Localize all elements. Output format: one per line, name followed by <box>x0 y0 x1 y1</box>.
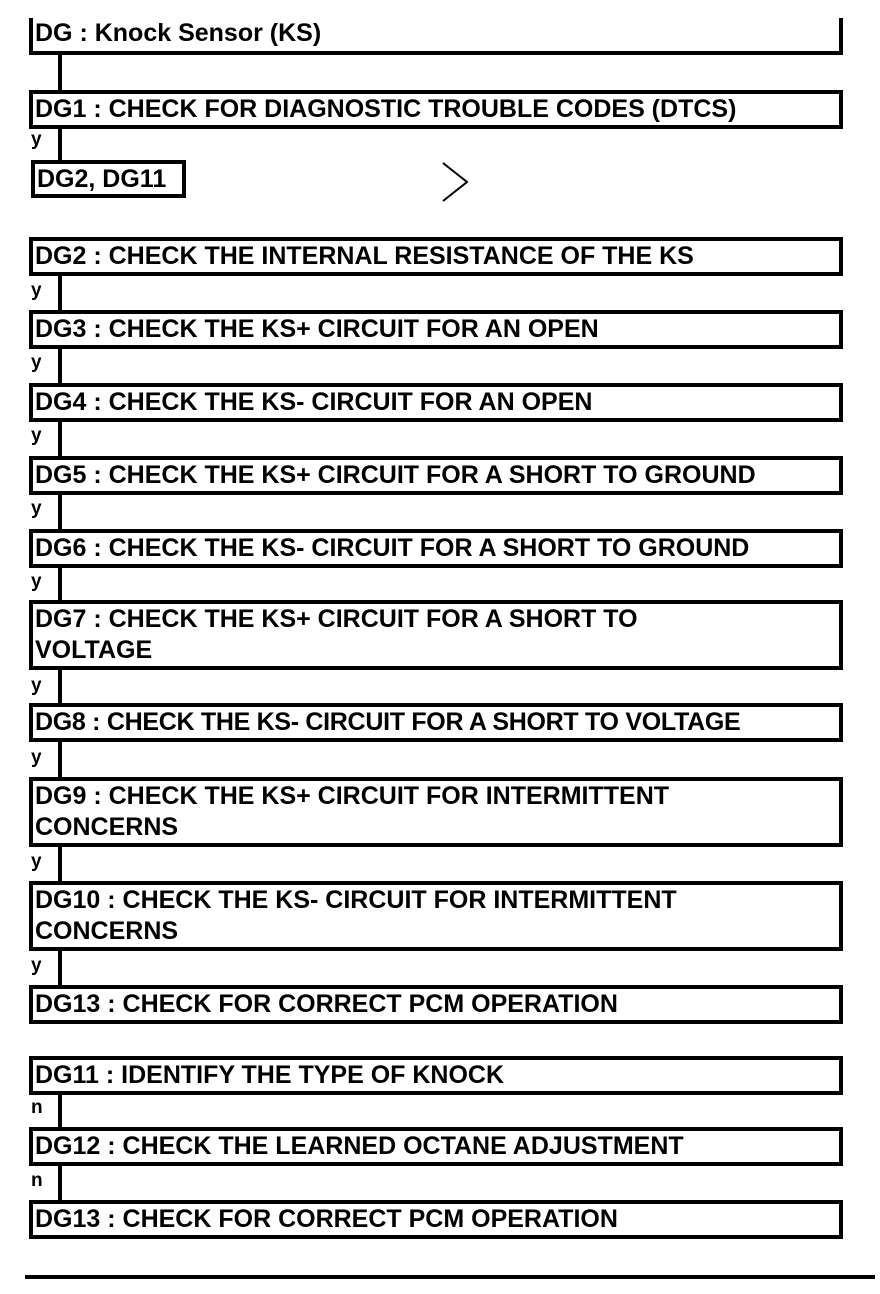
step-dg13: DG13 : CHECK FOR CORRECT PCM OPERATION <box>29 985 843 1024</box>
connector <box>58 847 62 882</box>
yes-label: y <box>31 571 42 592</box>
step-dg3: DG3 : CHECK THE KS+ CIRCUIT FOR AN OPEN <box>29 310 843 349</box>
connector <box>58 349 62 383</box>
yes-label: y <box>31 955 42 976</box>
yes-label: y <box>31 129 42 150</box>
yes-label: y <box>31 675 42 696</box>
step-dg1: DG1 : CHECK FOR DIAGNOSTIC TROUBLE CODES (DTCS) <box>29 90 843 129</box>
step-dg13: DG13 : CHECK FOR CORRECT PCM OPERATION <box>29 1200 843 1239</box>
diagram-title: DG : Knock Sensor (KS) <box>29 18 843 55</box>
connector <box>58 1166 62 1201</box>
step-dg12: DG12 : CHECK THE LEARNED OCTANE ADJUSTMENT <box>29 1127 843 1166</box>
step-dg9: DG9 : CHECK THE KS+ CIRCUIT FOR INTERMITTENT CONCERNS <box>29 777 843 847</box>
connector <box>58 55 62 90</box>
yes-label: y <box>31 747 42 768</box>
yes-label: y <box>31 425 42 446</box>
connector <box>58 670 62 704</box>
connector <box>58 495 62 529</box>
step-dg10: DG10 : CHECK THE KS- CIRCUIT FOR INTERMITTENT CONCERNS <box>29 881 843 951</box>
step-dg1-next: DG2, DG11 <box>31 160 186 198</box>
step-dg4: DG4 : CHECK THE KS- CIRCUIT FOR AN OPEN <box>29 383 843 422</box>
step-dg5: DG5 : CHECK THE KS+ CIRCUIT FOR A SHORT TO GROUND <box>29 456 843 495</box>
connector <box>58 129 62 161</box>
divider <box>25 1275 875 1279</box>
yes-label: y <box>31 352 42 373</box>
step-dg6: DG6 : CHECK THE KS- CIRCUIT FOR A SHORT TO GROUND <box>29 529 843 568</box>
no-label: n <box>31 1097 43 1118</box>
step-dg2: DG2 : CHECK THE INTERNAL RESISTANCE OF THE KS <box>29 237 843 276</box>
no-label: n <box>31 1170 43 1191</box>
step-dg11: DG11 : IDENTIFY THE TYPE OF KNOCK <box>29 1056 843 1095</box>
connector <box>58 742 62 778</box>
yes-label: y <box>31 280 42 301</box>
connector <box>58 951 62 986</box>
connector <box>58 422 62 456</box>
connector <box>58 1095 62 1128</box>
connector <box>58 276 62 310</box>
yes-label: y <box>31 851 42 872</box>
step-dg7: DG7 : CHECK THE KS+ CIRCUIT FOR A SHORT TO VOLTAGE <box>29 600 843 670</box>
connector <box>58 568 62 602</box>
step-dg8: DG8 : CHECK THE KS- CIRCUIT FOR A SHORT TO VOLTAGE <box>29 703 843 742</box>
yes-label: y <box>31 498 42 519</box>
chevron-right-icon <box>440 160 470 204</box>
